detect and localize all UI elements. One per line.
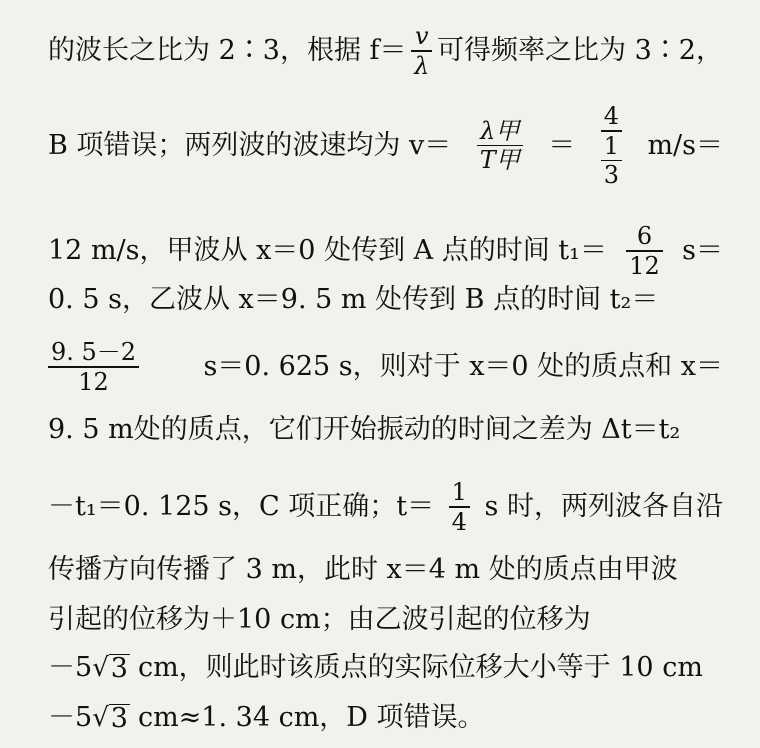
text-line-8 — [48, 552, 723, 588]
text-segment: cm≈1. 34 cm，D 项错误。 — [137, 702, 485, 733]
text-segment: －5 — [48, 702, 93, 733]
text-segment: s＝ — [682, 234, 723, 266]
text-segment: 可得频率之比为 3∶2， — [437, 34, 723, 66]
text-segment: s 时，两列波各自沿 — [484, 490, 723, 522]
inner-fraction: $\frac{1}{3}$ — [601, 132, 622, 190]
equals-sign: ＝ — [548, 129, 576, 161]
text-line-7 — [48, 478, 723, 536]
text-line-10 — [48, 650, 723, 686]
text-line-3 — [48, 222, 723, 280]
text-segment: cm，则此时该质点的实际位移大小等于 10 cm — [137, 652, 703, 683]
text-segment: 的波长之比为 2∶3，根据 f＝ — [48, 34, 407, 66]
fraction-6-over-12: $\frac{6}{12}$ — [626, 222, 663, 280]
text-line-1 — [48, 22, 723, 80]
text-segment: B 项错误；两列波的波速均为 v＝ — [48, 129, 452, 161]
text-segment: －5 — [48, 652, 93, 683]
text-segment: 0. 5 s，乙波从 x＝9. 5 m 处传到 B 点的时间 t₂＝ — [48, 284, 659, 315]
text-segment: s＝0. 625 s，则对于 x＝0 处的质点和 x＝ — [203, 350, 723, 382]
text-segment: m/s＝ — [647, 129, 723, 161]
text-line-5 — [48, 338, 723, 396]
text-line-9 — [48, 602, 723, 638]
fraction-lambda-over-T: $\frac{\text{λ甲}}{\text{T甲}}$ — [477, 117, 523, 175]
text-segment: 传播方向传播了 3 m，此时 x＝4 m 处的质点由甲波 — [48, 554, 678, 585]
text-line-2 — [48, 102, 723, 189]
fraction-nested: $\frac{4}{\frac{1}{3}}$ — [601, 102, 622, 189]
text-segment: －t₁＝0. 125 s，C 项正确；t＝ — [48, 490, 435, 522]
text-segment: 12 m/s，甲波从 x＝0 处传到 A 点的时间 t₁＝ — [48, 234, 607, 266]
fraction-9.5-minus-2-over-12: $\frac{9. 5-2}{12}$ — [48, 338, 139, 396]
fraction-1-over-4: $\frac{1}{4}$ — [449, 478, 470, 536]
text-segment: 引起的位移为＋10 cm；由乙波引起的位移为 — [48, 604, 591, 635]
fraction-v-over-lambda: $\frac{v}{\lambda}$ — [411, 22, 432, 80]
text-line-6 — [48, 412, 723, 448]
text-segment: 9. 5 m处的质点，它们开始振动的时间之差为 Δt＝t₂ — [48, 414, 681, 445]
text-line-4 — [48, 282, 723, 318]
text-line-11 — [48, 700, 723, 736]
sqrt-3: √ 3 — [92, 653, 128, 684]
sqrt-3: √ 3 — [92, 703, 128, 734]
